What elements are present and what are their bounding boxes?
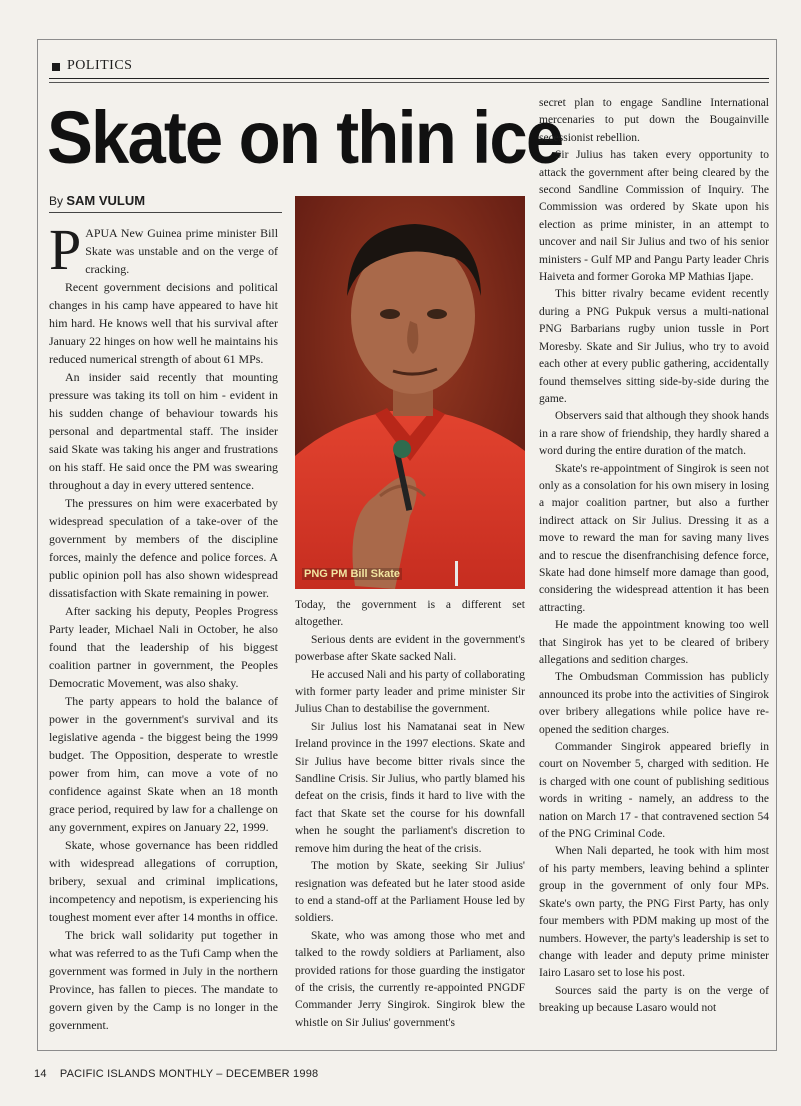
paragraph: Serious dents are evident in the government's powerbase after Skate sacked Nali.	[295, 633, 525, 664]
article-column-2	[295, 597, 525, 1032]
byline-rule	[49, 212, 282, 213]
paragraph: After sacking his deputy, Peoples Progress Party leader, Michael Nali in October, he also found that the leadership of his biggest coalition partner in government, the Peoples Democratic Movement, was also shaky.	[49, 604, 278, 690]
article-column-1	[49, 217, 278, 1034]
paragraph: The motion by Skate, seeking Sir Julius' resignation was defeated but he later stood aside to end a stand-off at the Parliament House led by soldiers.	[295, 860, 525, 925]
paragraph: When Nali departed, he took with him most of his party members, leaving behind a splinter group in the government of only four MPs. Skate's own party, the PNG First Party, has only four members with PDM making up most of the numbers. However, the party's leadership is set to change with leader and deputy prime minister Iairo Lasaro set to lose his post.	[539, 845, 769, 980]
paragraph: He made the appointment knowing too well that Singirok has yet to be cleared of bribery allegations and sedition charges.	[539, 619, 769, 666]
section-header	[49, 57, 769, 79]
publication-line: PACIFIC ISLANDS MONTHLY – DECEMBER 1998	[59, 1068, 319, 1080]
paragraph: Recent government decisions and political changes in his camp have appeared to have hit him hard. He knows well that his survival after January 22 hinges on how well he maintains his reduced numerical strength of about 61 MPs.	[49, 280, 278, 366]
byline-prefix: By	[49, 194, 64, 208]
paragraph: The Ombudsman Commission has publicly announced its probe into the activities of Singirok over bribery allegations while police have re-opened the sedition charges.	[539, 671, 769, 736]
paragraph: Sir Julius has taken every opportunity to attack the government after being cleared by the second Sandline Commission of Inquiry. The Commission was ordered by Skate upon his election as prime minister, in an attempt to uncover and nail Sir Julius and two of his senior ministers - Gulf MP and Pangu Party leader Chris Haiveta and former Goroka MP Mathias Ijape.	[539, 149, 769, 284]
section-bullet-icon	[52, 63, 60, 71]
portrait-photo	[295, 196, 525, 589]
paragraph: The brick wall solidarity put together in what was referred to as the Tufi Camp when the government was formed in July in the northern Province, has fallen to pieces. The mandate to govern given by the Camp is no longer in the government.	[49, 928, 278, 1032]
portrait-illustration	[295, 196, 525, 589]
page-footer	[34, 1068, 318, 1080]
paragraph: Sources said the party is on the verge of breaking up because Lasaro would not	[539, 984, 769, 1015]
paragraph: He accused Nali and his party of collaborating with former party leader and prime minister Sir Julius Chan to destabilise the government.	[295, 668, 525, 716]
paragraph: Today, the government is a different set altogether.	[295, 599, 525, 629]
photo-caption: PNG PM Bill Skate	[304, 568, 400, 580]
drop-cap: P	[49, 217, 82, 282]
paragraph: Commander Singirok appeared briefly in court on November 5, charged with sedition. He is charged with one count of publishing seditious words in writing - namely, an address to the nation on March 17 - that contravened section 54 of the PNG Criminal Code.	[539, 741, 769, 841]
paragraph: Skate, who was among those who met and talked to the rowdy soldiers at Parliament, also provided rations for those guarding the instigator of the crisis, the currently re-appointed PNGDF Commander Jerry Singirok. Singirok blew the whistle on Sir Julius' government's	[295, 929, 525, 1029]
paragraph: Skate's re-appointment of Singirok is seen not only as a consolation for his own misery in losing a major coalition partner, but also a further indirect attack on Sir Julius. Dressing it as a move to reward the man for saving many lives and to rescue the disenfranchising defence force, Skate had done himself more damage than good, considering the widespread attention it has been attracting.	[539, 462, 769, 614]
paragraph: secret plan to engage Sandline International mercenaries to put down the Bougainville secessionist rebellion.	[539, 97, 769, 144]
byline-author: SAM VULUM	[66, 193, 146, 208]
paragraph: The party appears to hold the balance of power in the government's survival and its legislative agenda - the biggest being the 1999 budget. The Opposition, desperate to wrestle power from him, can move a vote of no confidence against Skate when an 18 month grace period, required by law for a challenge on any government, expires on January 22, 1999.	[49, 694, 278, 834]
header-rule	[49, 78, 769, 79]
lead-text: APUA New Guinea prime minister Bill Skate was unstable and on the verge of cracking.	[85, 226, 278, 276]
lead-paragraph	[49, 217, 278, 282]
headline: Skate on thin ice	[47, 96, 563, 179]
header-rule-secondary	[49, 82, 769, 83]
article-column-3	[539, 95, 769, 1018]
section-label: POLITICS	[67, 58, 133, 73]
page-number: 14	[34, 1068, 47, 1080]
byline	[49, 193, 145, 208]
paragraph: This bitter rivalry became evident recently during a PNG Pukpuk versus a multi-national PNG Barbarians rugby union tussle in Port Moresby. Skate and Sir Julius, who try to avoid each other at every public gathering, accidentally found themselves sitting side-by-side during the game.	[539, 288, 769, 405]
paragraph: An insider said recently that mounting pressure was taking its toll on him - evident in his sudden change of behaviour towards his personal and departmental staff. The insider said Skate was taking his anger and frustrations on his staff. He said once the PM was swearing throughout a day in every uttered sentence.	[49, 370, 278, 492]
paragraph: Skate, whose governance has been riddled with widespread allegations of corruption, bribery, sexual and criminal implications, incompetency and nepotism, is experiencing his toughest moment ever after 14 months in office.	[49, 838, 278, 924]
paragraph: The pressures on him were exacerbated by widespread speculation of a take-over of the government by members of the discipline forces, mainly the defence and police forces. A public opinion poll has also shown widespread dissatisfaction with Skate remaining in power.	[49, 496, 278, 600]
paragraph: Observers said that although they shook hands in a rare show of friendship, they hardly shared a word during the entire duration of the match.	[539, 410, 769, 458]
paragraph: Sir Julius lost his Namatanai seat in New Ireland province in the 1997 elections. Skate and Sir Julius have become bitter rivals since the Sandline Crisis. Sir Julius, who partly blamed his defeat on the crisis, finds it hard to live with the fact that Skate set the course for his downfall when he sought the parliament's discretion to remove him during the heat of the crisis.	[295, 720, 525, 855]
